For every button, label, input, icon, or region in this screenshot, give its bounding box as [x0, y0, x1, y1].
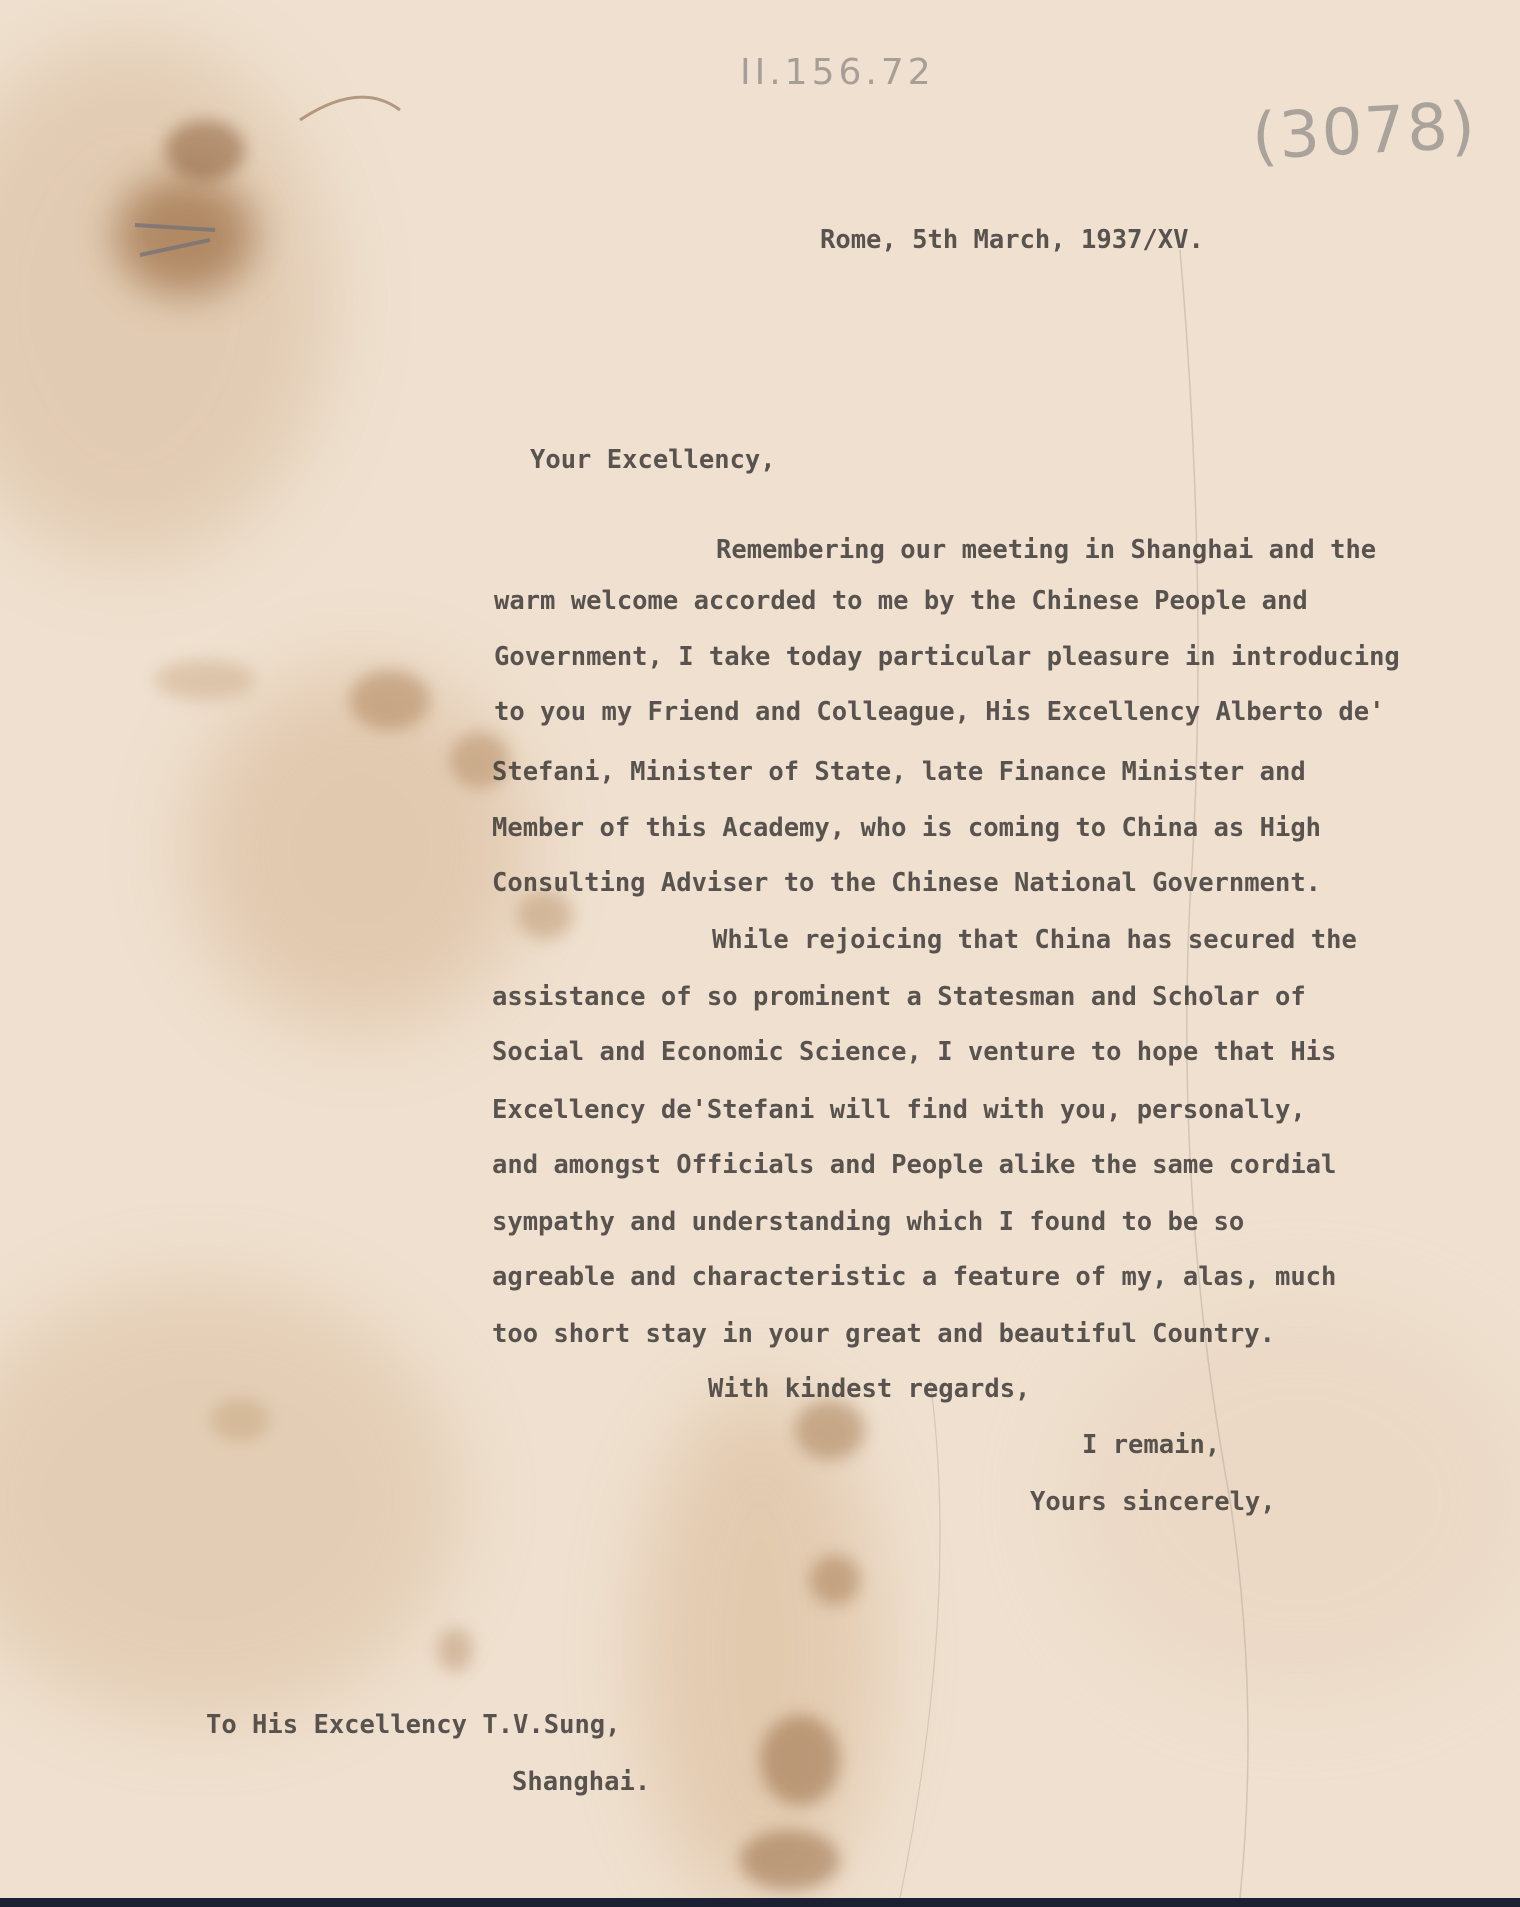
- dateline: Rome, 5th March, 1937/XV.: [820, 225, 1204, 255]
- body-line: Excellency de'Stefani will find with you, personally,: [492, 1095, 1306, 1125]
- body-line: Member of this Academy, who is coming to China as High: [492, 813, 1322, 843]
- salutation: Your Excellency,: [530, 445, 776, 475]
- closing-line: I remain,: [1082, 1430, 1221, 1460]
- scan-background-edge: [0, 1898, 1520, 1907]
- body-line: warm welcome accorded to me by the Chinese People and: [494, 586, 1308, 616]
- body-line: Stefani, Minister of State, late Finance Minister and: [492, 757, 1306, 787]
- body-line: agreable and characteristic a feature of my, alas, much: [492, 1262, 1337, 1292]
- addressee-line: To His Excellency T.V.Sung,: [206, 1710, 621, 1740]
- body-line: assistance of so prominent a Statesman and Scholar of: [492, 982, 1306, 1012]
- body-line: Remembering our meeting in Shanghai and the: [716, 535, 1377, 565]
- body-line: Consulting Adviser to the Chinese National Government.: [492, 868, 1322, 898]
- folio-number: (3078): [1250, 89, 1479, 175]
- body-line: too short stay in your great and beautiful Country.: [492, 1319, 1275, 1349]
- body-line: While rejoicing that China has secured the: [712, 925, 1357, 955]
- body-line: sympathy and understanding which I found to be so: [492, 1207, 1245, 1237]
- body-line: and amongst Officials and People alike the same cordial: [492, 1150, 1337, 1180]
- addressee-line: Shanghai.: [512, 1767, 651, 1797]
- body-line: to you my Friend and Colleague, His Excellency Alberto de': [494, 697, 1385, 727]
- closing-line: With kindest regards,: [708, 1374, 1031, 1404]
- archive-reference: II.156.72: [740, 52, 935, 93]
- body-line: Social and Economic Science, I venture to hope that His: [492, 1037, 1337, 1067]
- closing-line: Yours sincerely,: [1030, 1487, 1276, 1517]
- body-line: Government, I take today particular pleasure in introducing: [494, 642, 1400, 672]
